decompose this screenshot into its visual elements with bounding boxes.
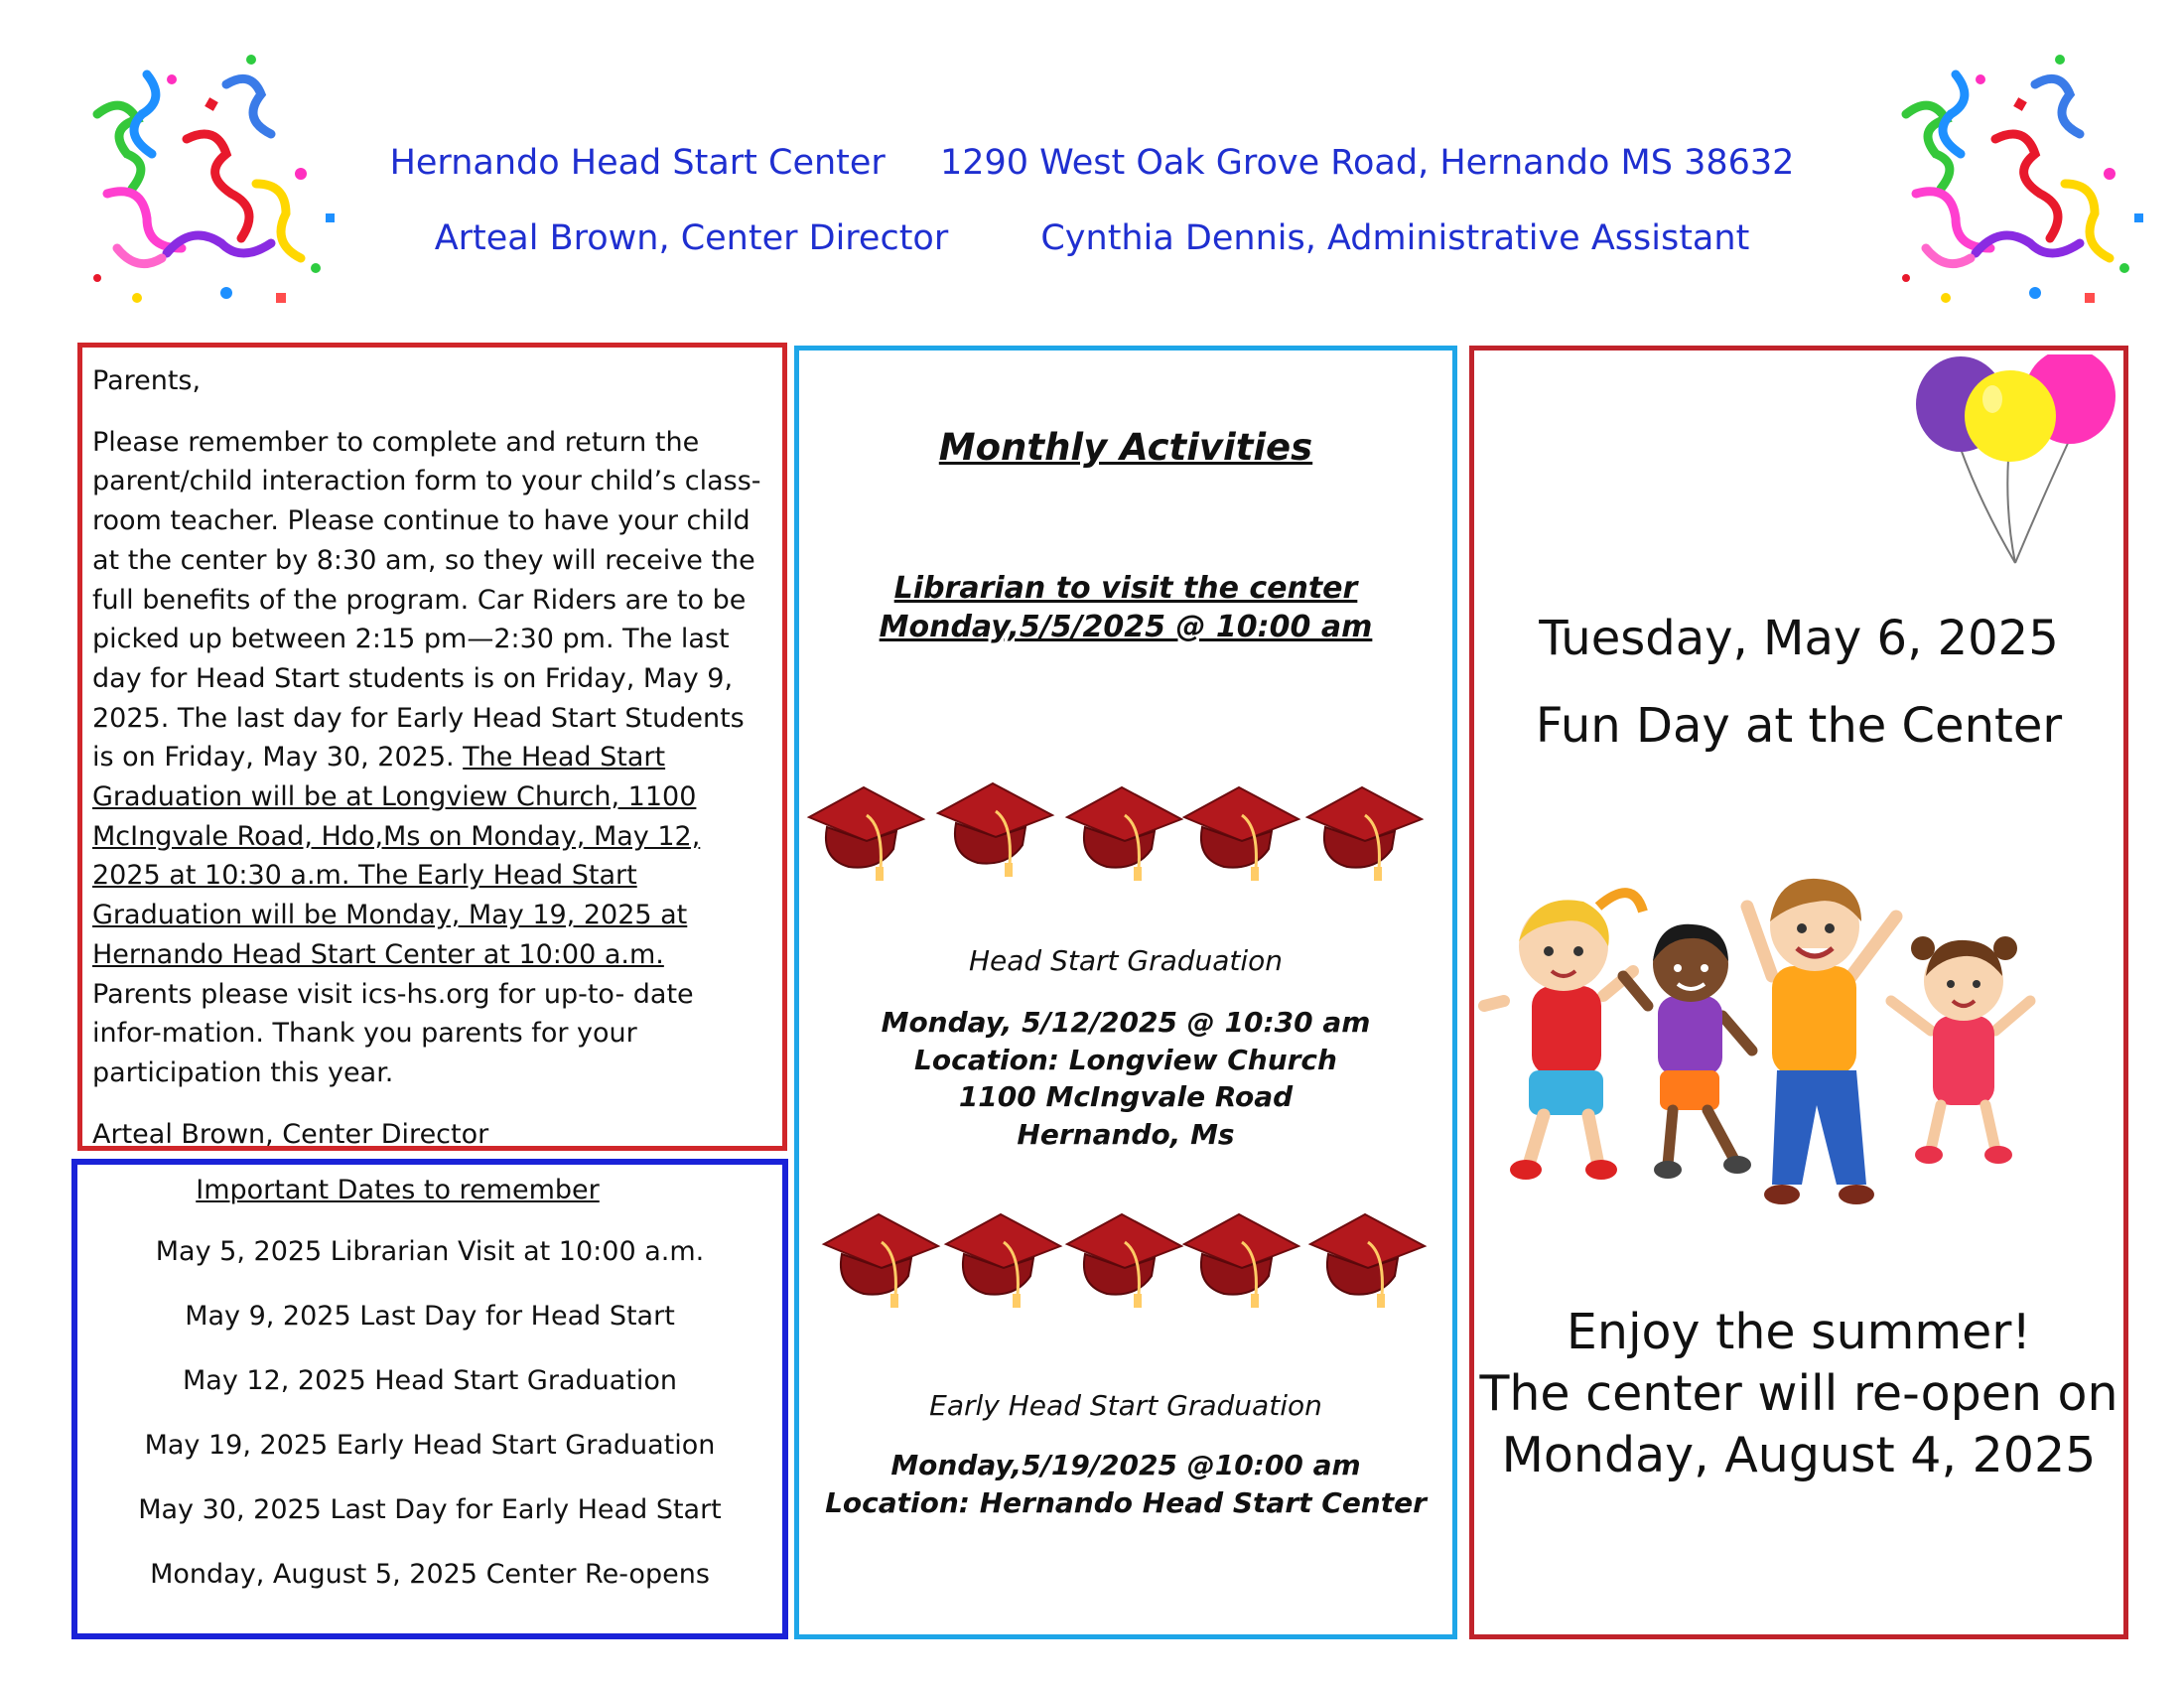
activities-title: Monthly Activities bbox=[938, 426, 1313, 469]
letter-body-text-1: Please remember to complete and return the parent/child interaction form to your child’s class-room teacher. Please continue to have your child at the center by 8:30 am, so they will receive the full benefits of the program. Car Riders are to be picked up between 2:15 pm—2:30 pm. The last day for Head Start students is on Friday, May 9, 2025. The last day for Early Head Start Students is on Friday, May 30, 2025. bbox=[92, 426, 761, 774]
date-item: May 30, 2025 Last Day for Early Head Start bbox=[138, 1494, 722, 1525]
letter-body-text-2: Parents please visit ics-hs.org for up-to- date infor-mation. Thank you parents for your participation this year. bbox=[92, 978, 694, 1088]
parent-letter-box bbox=[77, 343, 787, 1151]
confetti-icon bbox=[77, 55, 355, 328]
librarian-visit-date: Monday,5/5/2025 @ 10:00 am bbox=[879, 610, 1373, 644]
header-line-2 bbox=[0, 218, 2184, 258]
date-item: May 5, 2025 Librarian Visit at 10:00 a.m. bbox=[155, 1236, 705, 1267]
center-name: Hernando Head Start Center bbox=[389, 143, 886, 183]
letter-body bbox=[92, 423, 770, 1093]
fun-day-box bbox=[1469, 346, 2128, 1639]
hs-detail-line: Monday, 5/12/2025 @ 10:30 am bbox=[881, 1006, 1371, 1039]
ehs-detail-line: Location: Hernando Head Start Center bbox=[825, 1485, 1427, 1519]
librarian-visit-title: Librarian to visit the center bbox=[893, 571, 1358, 606]
head-start-graduation-title: Head Start Graduation bbox=[968, 944, 1284, 977]
summer-line: Enjoy the summer! bbox=[1566, 1304, 2032, 1360]
administrative-assistant: Cynthia Dennis, Administrative Assistant bbox=[1040, 218, 1750, 258]
date-item: May 12, 2025 Head Start Graduation bbox=[182, 1365, 678, 1396]
date-item: Monday, August 5, 2025 Center Re-opens bbox=[150, 1559, 710, 1590]
balloons-icon bbox=[1911, 354, 2129, 573]
center-director: Arteal Brown, Center Director bbox=[434, 218, 949, 258]
date-item: May 9, 2025 Last Day for Head Start bbox=[185, 1301, 675, 1332]
early-head-start-graduation-details bbox=[799, 1447, 1452, 1521]
children-jumping-icon bbox=[1474, 867, 2133, 1234]
letter-signature: Arteal Brown, Center Director bbox=[92, 1118, 489, 1150]
important-dates-title: Important Dates to remember bbox=[196, 1175, 600, 1205]
center-address: 1290 West Oak Grove Road, Hernando MS 38632 bbox=[939, 143, 1795, 183]
ehs-detail-line: Monday,5/19/2025 @10:00 am bbox=[890, 1449, 1361, 1481]
confetti-icon bbox=[1886, 55, 2164, 328]
summer-line: Monday, August 4, 2025 bbox=[1501, 1427, 2097, 1483]
early-head-start-graduation-title: Early Head Start Graduation bbox=[929, 1389, 1322, 1422]
summer-message bbox=[1474, 1302, 2123, 1486]
hs-detail-line: Location: Longview Church bbox=[914, 1043, 1337, 1076]
summer-line: The center will re-open on bbox=[1479, 1365, 2118, 1422]
fun-day-date: Tuesday, May 6, 2025 bbox=[1539, 611, 2059, 666]
graduation-caps-row bbox=[799, 1206, 1452, 1316]
graduation-caps-row bbox=[799, 779, 1452, 889]
hs-detail-line: Hernando, Ms bbox=[1017, 1117, 1235, 1151]
head-start-graduation-details bbox=[799, 1004, 1452, 1153]
hs-detail-line: 1100 McIngvale Road bbox=[958, 1080, 1294, 1113]
monthly-activities-box bbox=[794, 346, 1457, 1639]
date-item: May 19, 2025 Early Head Start Graduation bbox=[144, 1430, 716, 1461]
header-line-1 bbox=[0, 143, 2184, 183]
letter-greeting: Parents, bbox=[92, 365, 202, 396]
fun-day-title: Fun Day at the Center bbox=[1535, 698, 2063, 754]
letter-graduation-info: The Head Start Graduation will be at Longview Church, 1100 McIngvale Road, Hdo,Ms on Monday, May 12, 2025 at 10:30 a.m. The Early Head Start Graduation will be Monday, May 19, 2025 at Hernando Head Start Center at 10:00 a.m. bbox=[92, 742, 701, 970]
important-dates-box bbox=[71, 1159, 788, 1639]
